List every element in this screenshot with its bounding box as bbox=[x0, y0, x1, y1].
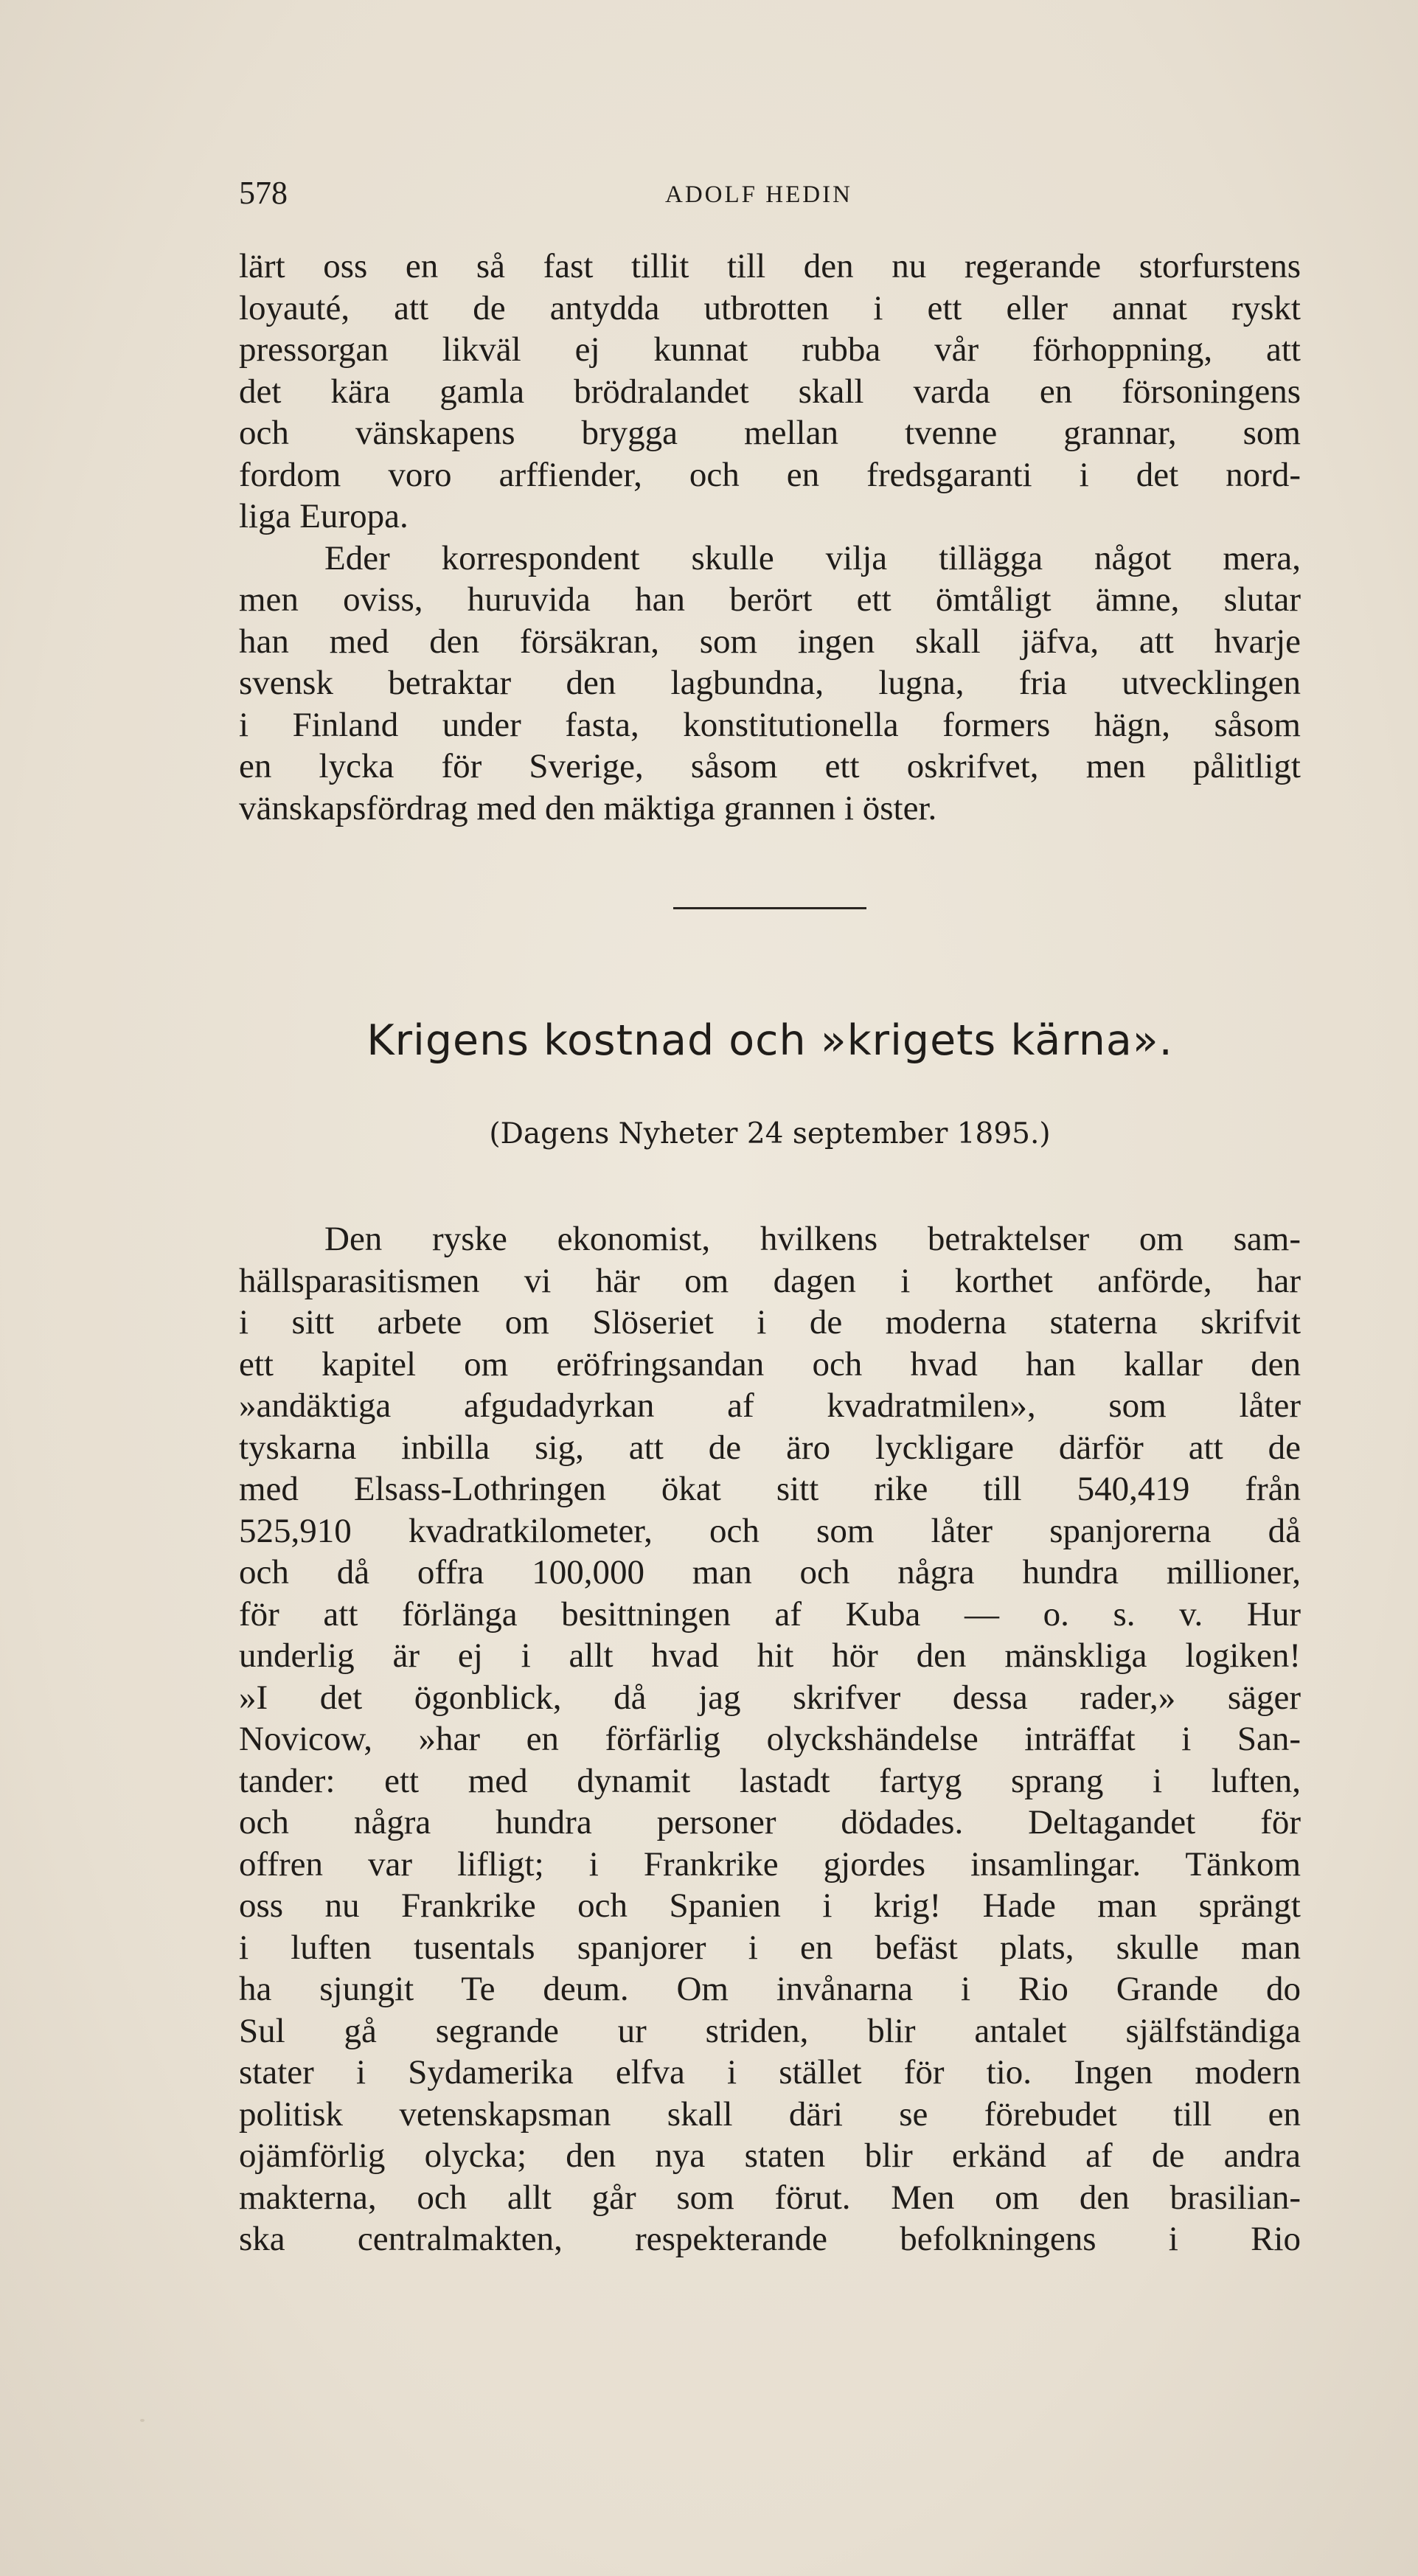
text-line: han med den försäkran, som ingen skall jäfva, att hvarje bbox=[239, 622, 1301, 661]
text-line: liga Europa. bbox=[239, 497, 409, 535]
text-line: men oviss, huruvida han berört ett ömtåligt ämne, slutar bbox=[239, 580, 1301, 619]
text-line: underlig är ej i allt hvad hit hör den mänskliga logiken! bbox=[239, 1636, 1301, 1675]
paper-speck bbox=[140, 2419, 145, 2422]
text-line: politisk vetenskapsman skall däri se förebudet till en bbox=[239, 2094, 1301, 2134]
text-line: i sitt arbete om Slöseriet i de moderna staterna skrifvit bbox=[239, 1303, 1301, 1341]
text-line: Den ryske ekonomist, hvilkens betraktelser om sam- bbox=[324, 1220, 1301, 1258]
running-header bbox=[239, 174, 1301, 218]
text-line: stater i Sydamerika elfva i stället för tio. Ingen modern bbox=[239, 2053, 1301, 2091]
running-title: ADOLF HEDIN bbox=[665, 181, 852, 208]
page-number: 578 bbox=[239, 175, 288, 211]
text-line: tander: ett med dynamit lastadt fartyg sprang i luften, bbox=[239, 1761, 1301, 1800]
text-line: med Elsass-Lothringen ökat sitt rike till 540,419 från bbox=[239, 1470, 1301, 1508]
text-line: en lycka för Sverige, såsom ett oskrifvet, men pålitligt bbox=[239, 747, 1301, 785]
text-line: ojämförlig olycka; den nya staten blir erkänd af de andra bbox=[239, 2136, 1301, 2175]
text-line: offren var lifligt; i Frankrike gjordes insamlingar. Tänkom bbox=[239, 1844, 1301, 1884]
text-line: oss nu Frankrike och Spanien i krig! Hade man sprängt bbox=[239, 1886, 1301, 1925]
text-line: loyauté, att de antydda utbrotten i ett eller annat ryskt bbox=[239, 288, 1301, 327]
text-line: i luften tusentals spanjorer i en befäst plats, skulle man bbox=[239, 1928, 1301, 1967]
text-line: »I det ögonblick, då jag skrifver dessa rader,» säger bbox=[239, 1678, 1301, 1717]
text-line: ha sjungit Te deum. Om invånarna i Rio Grande do bbox=[239, 1970, 1301, 2008]
article-body bbox=[239, 1218, 1301, 2260]
text-line: ett kapitel om eröfringsandan och hvad han kallar den bbox=[239, 1344, 1301, 1384]
text-line: Sul gå segrande ur striden, blir antalet själfständiga bbox=[239, 2011, 1301, 2050]
text-line: »andäktiga afgudadyrkan af kvadratmilen», som låter bbox=[239, 1386, 1301, 1425]
article-title: Krigens kostnad och »krigets kärna». bbox=[366, 1016, 1173, 1065]
text-line: och då offra 100,000 man och några hundra millioner, bbox=[239, 1553, 1301, 1591]
text-line: makterna, och allt går som förut. Men om den brasilian- bbox=[239, 2178, 1301, 2217]
text-line: hällsparasitismen vi här om dagen i korthet anförde, har bbox=[239, 1261, 1301, 1300]
text-line: det kära gamla brödralandet skall varda en försoningens bbox=[239, 372, 1301, 411]
text-line: tyskarna inbilla sig, att de äro lyckligare därför att de bbox=[239, 1428, 1301, 1467]
text-line: och vänskapens brygga mellan tvenne grannar, som bbox=[239, 414, 1301, 452]
text-line: svensk betraktar den lagbundna, lugna, fria utvecklingen bbox=[239, 664, 1301, 702]
text-line: för att förlänga besittningen af Kuba — o. s. v. Hur bbox=[239, 1594, 1301, 1634]
text-line: Novicow, »har en förfärlig olyckshändelse inträffat i San- bbox=[239, 1720, 1301, 1758]
text-line: lärt oss en så fast tillit till den nu regerande storfurstens bbox=[239, 247, 1301, 285]
article-source: (Dagens Nyheter 24 september 1895.) bbox=[489, 1117, 1051, 1150]
text-line: fordom voro arffiender, och en fredsgaranti i det nord- bbox=[239, 455, 1301, 494]
text-line: ska centralmakten, respekterande befolkningens i Rio bbox=[239, 2220, 1301, 2258]
continued-text bbox=[239, 246, 1301, 829]
text-line: vänskapsfördrag med den mäktiga grannen i öster. bbox=[239, 788, 937, 827]
text-line: i Finland under fasta, konstitutionella formers hägn, såsom bbox=[239, 705, 1301, 744]
text-line: Eder korrespondent skulle vilja tillägga något mera, bbox=[324, 538, 1301, 577]
text-line: 525,910 kvadratkilometer, och som låter spanjorerna då bbox=[239, 1511, 1301, 1550]
section-divider bbox=[673, 907, 866, 909]
text-line: och några hundra personer dödades. Deltagandet för bbox=[239, 1803, 1301, 1841]
text-line: pressorgan likväl ej kunnat rubba vår förhoppning, att bbox=[239, 330, 1301, 369]
